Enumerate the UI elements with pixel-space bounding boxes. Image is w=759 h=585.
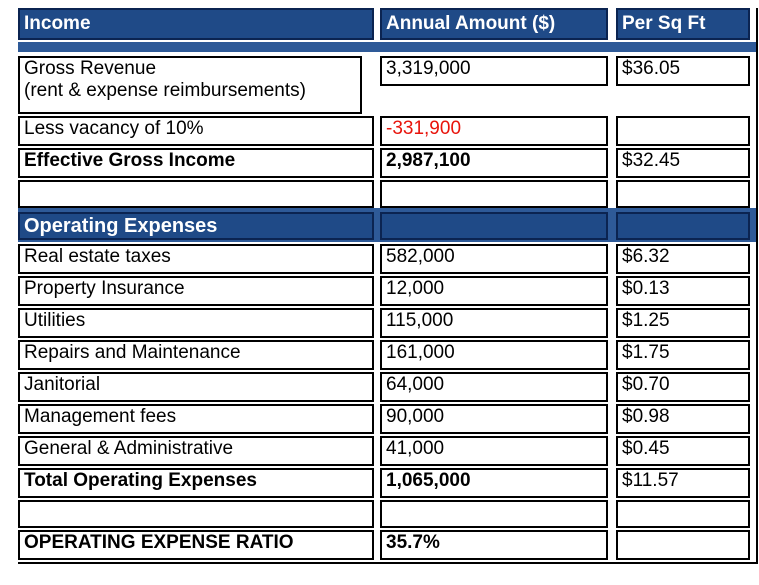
expense-per-sqft: $0.13 xyxy=(616,276,750,306)
blank-cell xyxy=(616,180,750,208)
blank-cell xyxy=(616,500,750,528)
expense-label: Real estate taxes xyxy=(18,244,374,274)
blank-cell xyxy=(380,180,608,208)
expense-table xyxy=(18,8,758,564)
blank-cell xyxy=(18,180,374,208)
expense-annual: 41,000 xyxy=(380,436,608,466)
blank-cell xyxy=(380,500,608,528)
vacancy-per-sqft xyxy=(616,116,750,146)
ratio-value: 35.7% xyxy=(380,530,608,560)
expense-label: Janitorial xyxy=(18,372,374,402)
expense-annual: 90,000 xyxy=(380,404,608,434)
total-opex-annual: 1,065,000 xyxy=(380,468,608,498)
total-opex-per-sqft: $11.57 xyxy=(616,468,750,498)
expense-label: Management fees xyxy=(18,404,374,434)
ratio-per-sqft xyxy=(616,530,750,560)
egi-label: Effective Gross Income xyxy=(18,148,374,178)
gross-revenue-line1: Gross Revenue xyxy=(24,58,157,79)
total-opex-label: Total Operating Expenses xyxy=(18,468,374,498)
expense-label: General & Administrative xyxy=(18,436,374,466)
egi-annual: 2,987,100 xyxy=(380,148,608,178)
gross-revenue-annual: 3,319,000 xyxy=(380,56,608,86)
expense-annual: 64,000 xyxy=(380,372,608,402)
ratio-label: OPERATING EXPENSE RATIO xyxy=(18,530,374,560)
header-income: Income xyxy=(18,8,374,40)
opex-header-empty xyxy=(616,212,750,240)
expense-annual: 115,000 xyxy=(380,308,608,338)
expense-label: Repairs and Maintenance xyxy=(18,340,374,370)
opex-header-empty xyxy=(380,212,608,240)
table-border xyxy=(18,562,758,564)
gross-revenue-label xyxy=(18,56,362,114)
expense-per-sqft: $6.32 xyxy=(616,244,750,274)
opex-section-title: Operating Expenses xyxy=(18,212,374,240)
header-per-sqft: Per Sq Ft xyxy=(616,8,750,40)
expense-per-sqft: $0.70 xyxy=(616,372,750,402)
gross-revenue-per-sqft: $36.05 xyxy=(616,56,750,86)
expense-annual: 12,000 xyxy=(380,276,608,306)
expense-annual: 161,000 xyxy=(380,340,608,370)
vacancy-annual: -331,900 xyxy=(380,116,608,146)
expense-per-sqft: $0.98 xyxy=(616,404,750,434)
expense-label: Utilities xyxy=(18,308,374,338)
header-band xyxy=(18,42,758,52)
blank-cell xyxy=(18,500,374,528)
egi-per-sqft: $32.45 xyxy=(616,148,750,178)
expense-per-sqft: $1.75 xyxy=(616,340,750,370)
expense-label: Property Insurance xyxy=(18,276,374,306)
expense-annual: 582,000 xyxy=(380,244,608,274)
gross-revenue-line2: (rent & expense reimbursements) xyxy=(24,80,306,101)
expense-per-sqft: $1.25 xyxy=(616,308,750,338)
vacancy-label: Less vacancy of 10% xyxy=(18,116,374,146)
header-annual-amount: Annual Amount ($) xyxy=(380,8,608,40)
expense-per-sqft: $0.45 xyxy=(616,436,750,466)
table-border xyxy=(756,8,758,564)
